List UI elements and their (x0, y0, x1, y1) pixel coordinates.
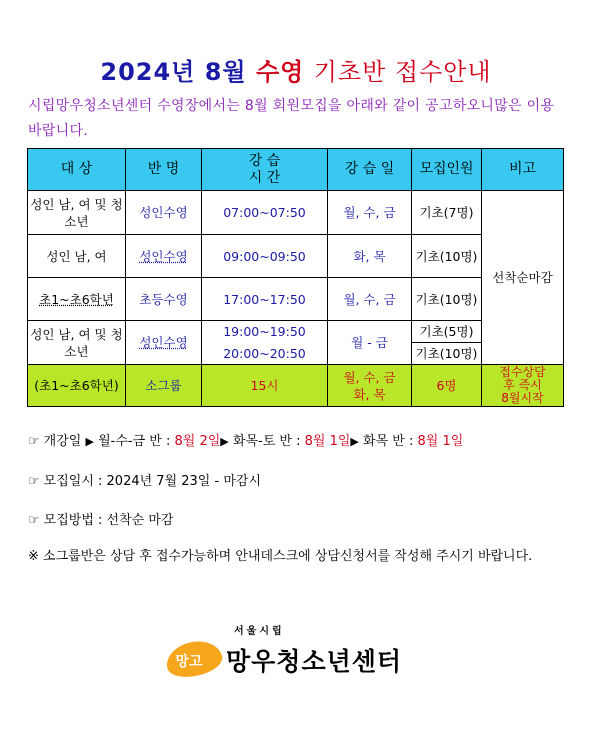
row-time: 17:00~17:50 (202, 278, 328, 321)
header-time-line2: 시 간 (248, 169, 281, 186)
row-days: 월, 수, 금 (328, 191, 412, 235)
row-note-line1: 접수상담 (499, 365, 546, 379)
row-recruit: 기초(10명) (412, 278, 482, 321)
opening-p1-date: 8월 2일 (174, 434, 221, 449)
header-note: 비고 (482, 149, 564, 191)
method-text: 모집방법 : 선착순 마감 (43, 513, 174, 528)
logo-ball-text: 망고 (175, 654, 203, 671)
page-title (0, 52, 592, 87)
logo-subtitle: 서울시립 (234, 626, 285, 637)
method-note (28, 509, 173, 528)
opening-p3: 화목 반 : (363, 434, 414, 449)
intro-text: 시립망우청소년센터 수영장에서는 8월 회원모집을 아래와 같이 공고하오니많은 이용 바랍니다. (28, 98, 555, 139)
mango-logo-icon (163, 637, 225, 682)
row-time: 15시 (202, 365, 328, 407)
row-note-line3: 8월시작 (501, 391, 544, 405)
row-target: (초1~초6학년) (28, 365, 126, 407)
schedule-table (27, 148, 564, 407)
title-date: 2024년 8월 (100, 58, 247, 86)
row-days-line1: 월, 수, 금 (343, 369, 396, 385)
row-days: 월, 수, 금 (328, 278, 412, 321)
title-swim: 수영 (255, 58, 305, 86)
row-days: 화, 목 (328, 235, 412, 278)
center-logo (166, 612, 436, 682)
row-recruit-1: 기초(5명) (412, 321, 482, 343)
row-recruit: 기초(7명) (412, 191, 482, 235)
row-days-line2: 화, 목 (353, 386, 386, 402)
row-target: 성인 남, 여 및 청소년 (28, 321, 126, 365)
pointing-finger-icon: ☞ (28, 474, 40, 489)
row-target: 성인 남, 여 (28, 235, 126, 278)
header-time (202, 149, 328, 191)
row-class: 초등수영 (126, 278, 202, 321)
row-time (202, 321, 328, 365)
logo-name: 망우청소년센터 (226, 647, 403, 676)
row-target: 초1~초6학년 (28, 278, 126, 321)
period-note (28, 470, 261, 489)
triangle-right-icon: ▶ (350, 435, 359, 448)
row-class: 성인수영 (126, 235, 202, 278)
triangle-right-icon: ▶ (85, 435, 94, 448)
period-text: 모집일시 : 2024년 7월 23일 - 마감시 (43, 474, 261, 489)
header-time-line1: 강 습 (248, 152, 281, 169)
row-time: 09:00~09:50 (202, 235, 328, 278)
row-class: 소그룹 (126, 365, 202, 407)
pointing-finger-icon: ☞ (28, 513, 40, 528)
remark-note: ※ 소그룹반은 상담 후 접수가능하며 안내데스크에 상담신청서를 작성해 주시기 바랍니다. (28, 549, 533, 564)
header-recruit: 모집인원 (412, 149, 482, 191)
table-row-small-group (28, 365, 564, 407)
table-row (28, 191, 564, 235)
table-header-row (28, 149, 564, 191)
header-class: 반 명 (126, 149, 202, 191)
row-note (482, 365, 564, 407)
row-recruit: 6명 (412, 365, 482, 407)
opening-note (28, 430, 463, 449)
header-target: 대 상 (28, 149, 126, 191)
opening-label: 개강일 (43, 434, 82, 449)
row-target: 성인 남, 여 및 청소년 (28, 191, 126, 235)
note-merged: 선착순마감 (482, 191, 564, 365)
opening-p2: 화목-토 반 : (232, 434, 301, 449)
row-recruit-2: 기초(10명) (412, 343, 482, 365)
row-class: 성인수영 (126, 321, 202, 365)
opening-p2-date: 8월 1일 (304, 434, 351, 449)
row-time-2: 20:00~20:50 (223, 346, 306, 361)
triangle-right-icon: ▶ (220, 435, 229, 448)
row-class: 성인수영 (126, 191, 202, 235)
row-days: 월 - 금 (328, 321, 412, 365)
title-rest: 기초반 접수안내 (313, 58, 492, 86)
opening-p3-date: 8월 1일 (417, 434, 464, 449)
row-time: 07:00~07:50 (202, 191, 328, 235)
row-time-1: 19:00~19:50 (223, 324, 306, 339)
pointing-finger-icon: ☞ (28, 434, 40, 449)
opening-p1: 월-수-금 반 : (98, 434, 171, 449)
row-recruit: 기초(10명) (412, 235, 482, 278)
row-days (328, 365, 412, 407)
header-days: 강 습 일 (328, 149, 412, 191)
row-note-line2: 후 즉시 (503, 378, 542, 392)
